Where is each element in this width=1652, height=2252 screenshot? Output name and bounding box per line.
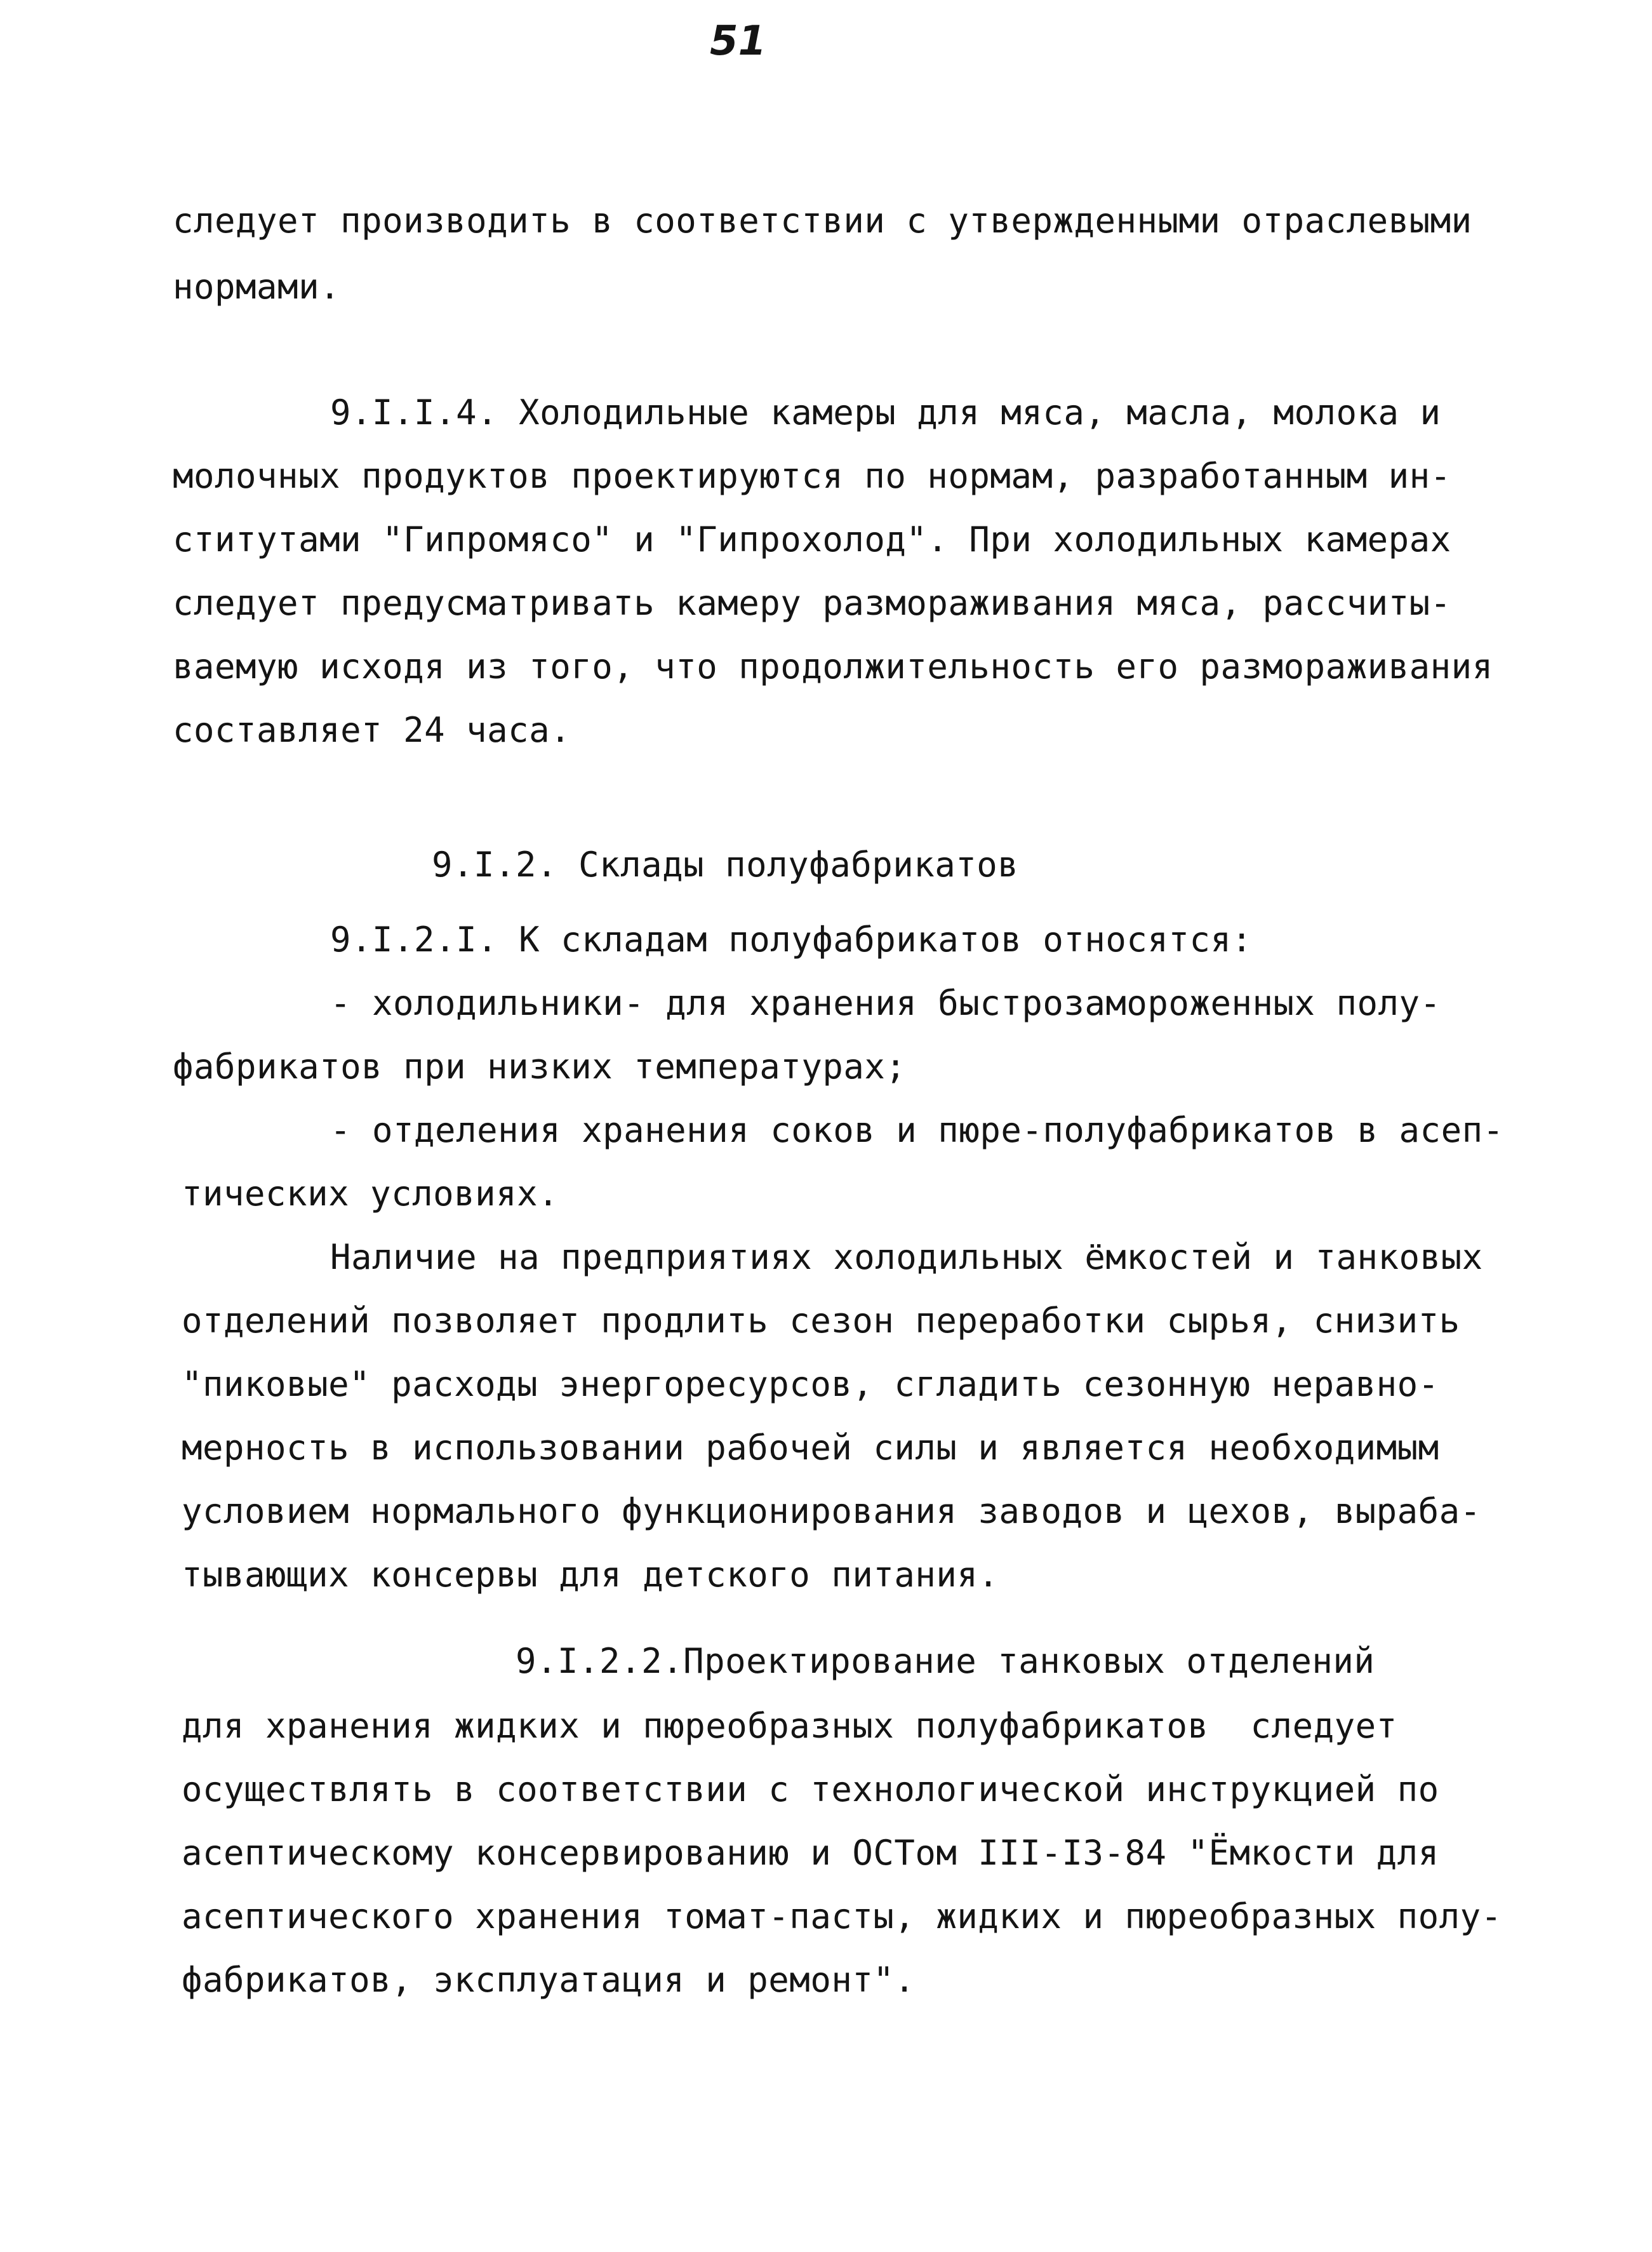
paragraph-9-1-1-4-line: следует предусматривать камеру размораживания мяса, рассчиты- <box>173 583 1451 623</box>
text-line: нормами. <box>173 267 341 307</box>
paragraph-9-1-2-2-line: асептического хранения томат-пасты, жидких и пюреобразных полу- <box>182 1896 1502 1936</box>
list-item: - холодильники- для хранения быстрозамороженных полу- <box>330 983 1441 1023</box>
paragraph-9-1-2-2-line: фабрикатов, эксплуатация и ремонт". <box>182 1960 916 2000</box>
list-item: - отделения хранения соков и пюре-полуфабрикатов в асеп- <box>330 1110 1504 1150</box>
list-item-continuation: тических условиях. <box>182 1174 559 1214</box>
paragraph-line: тывающих консервы для детского питания. <box>182 1555 999 1595</box>
paragraph-9-1-2-2-line: осуществлять в соответствии с технологической инструкцией по <box>182 1769 1439 1809</box>
paragraph-9-1-1-4-line: ваемую исходя из того, что продолжительность его размораживания <box>173 647 1493 687</box>
paragraph-9-1-1-4-line: составляет 24 часа. <box>173 710 571 750</box>
paragraph-9-1-1-4-line: 9.I.I.4. Холодильные камеры для мяса, масла, молока и <box>330 392 1441 432</box>
list-item-continuation: фабрикатов при низких температурах; <box>173 1047 907 1087</box>
paragraph-line: "пиковые" расходы энергоресурсов, сгладить сезонную неравно- <box>182 1364 1439 1404</box>
paragraph-9-1-2-2-line: для хранения жидких и пюреобразных полуфабрикатов следует <box>182 1706 1397 1746</box>
text-line: следует производить в соответствии с утвержденными отраслевыми <box>173 201 1472 241</box>
paragraph-line: мерность в использовании рабочей силы и является необходимым <box>182 1428 1439 1468</box>
paragraph-9-1-1-4-line: молочных продуктов проектируются по нормам, разработанным ин- <box>173 456 1451 496</box>
paragraph-9-1-2-2-line: 9.I.2.2.Проектирование танковых отделений <box>516 1641 1375 1681</box>
paragraph-line: отделений позволяет продлить сезон переработки сырья, снизить <box>182 1301 1460 1341</box>
paragraph-9-1-1-4-line: ститутами "Гипромясо" и "Гипрохолод". При холодильных камерах <box>173 519 1451 560</box>
paragraph-9-1-2-2-line: асептическому консервированию и ОСТом III-I3-84 "Ёмкости для <box>182 1833 1439 1873</box>
page-number: 51 <box>710 18 767 65</box>
paragraph-line: Наличие на предприятиях холодильных ёмкостей и танковых <box>330 1237 1483 1277</box>
paragraph-line: условием нормального функционирования заводов и цехов, выраба- <box>182 1491 1481 1531</box>
section-heading: 9.I.2. Склады полуфабрикатов <box>432 845 1019 885</box>
paragraph-9-1-2-1-line: 9.I.2.I. К складам полуфабрикатов относятся: <box>330 920 1253 960</box>
